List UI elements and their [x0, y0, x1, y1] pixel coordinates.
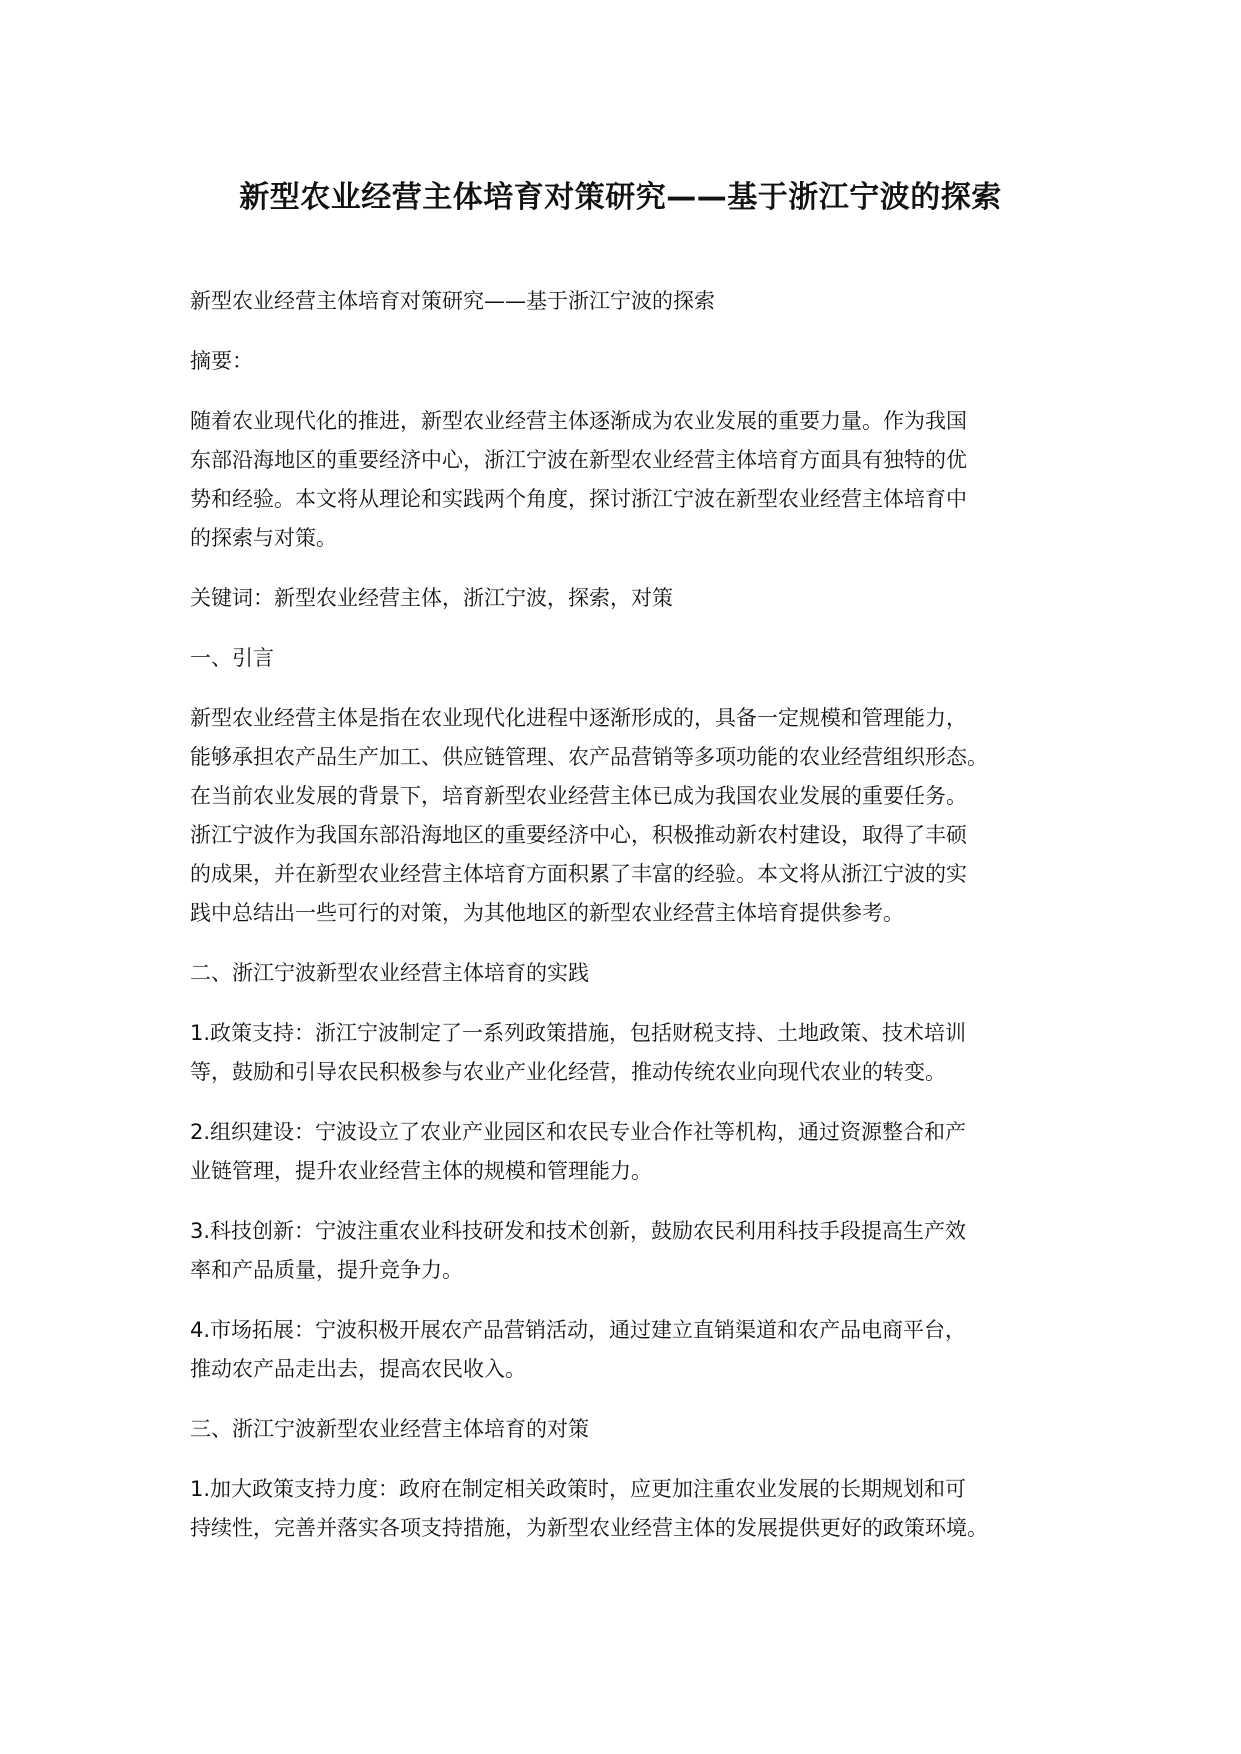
document-body [190, 282, 1070, 1569]
practice-item-organization: 2.组织建设：宁波设立了农业产业园区和农民专业合作社等机构，通过资源整合和产 业链管理，提升农业经营主体的规模和管理能力。 [190, 1120, 967, 1183]
keywords-paragraph: 关键词：新型农业经营主体，浙江宁波，探索，对策 [190, 586, 673, 610]
subtitle-paragraph: 新型农业经营主体培育对策研究——基于浙江宁波的探索 [190, 289, 715, 313]
abstract-heading: 摘要： [190, 349, 253, 373]
abstract-paragraph: 随着农业现代化的推进，新型农业经营主体逐渐成为农业发展的重要力量。作为我国 东部沿海地区的重要经济中心，浙江宁波在新型农业经营主体培育方面具有独特的优 势和经验。本文将从理论和实践两个角度，探讨浙江宁波在新型农业经营主体培育中 的探索与对策。 [190, 409, 967, 550]
practice-item-technology: 3.科技创新：宁波注重农业科技研发和技术创新，鼓励农民利用科技手段提高生产效 率和产品质量，提升竞争力。 [190, 1219, 967, 1282]
section-heading-introduction: 一、引言 [190, 646, 274, 670]
section-heading-countermeasures: 三、浙江宁波新型农业经营主体培育的对策 [190, 1417, 589, 1441]
practice-item-policy: 1.政策支持：浙江宁波制定了一系列政策措施，包括财税支持、土地政策、技术培训 等，鼓励和引导农民积极参与农业产业化经营，推动传统农业向现代农业的转变。 [190, 1021, 967, 1084]
document-title: 新型农业经营主体培育对策研究——基于浙江宁波的探索 [239, 180, 1002, 215]
introduction-paragraph: 新型农业经营主体是指在农业现代化进程中逐渐形成的，具备一定规模和管理能力， 能够承担农产品生产加工、供应链管理、农产品营销等多项功能的农业经营组织形态。 在当前农业发展的背景下，培育新型农业经营主体已成为我国农业发展的重要任务。 浙江宁波作为我国东部沿海地区的重要经济中心，积极推动新农村建设，取得了丰硕 的成果，并在新型农业经营主体培育方面积累了丰富的经验。本文将从浙江宁波的实 践中总结出一些可行的对策，为其他地区的新型农业经营主体培育提供参考。 [190, 706, 988, 925]
countermeasure-item-policy: 1.加大政策支持力度：政府在制定相关政策时，应更加注重农业发展的长期规划和可 持续性，完善并落实各项支持措施，为新型农业经营主体的发展提供更好的政策环境。 [190, 1477, 988, 1540]
practice-item-market: 4.市场拓展：宁波积极开展农产品营销活动，通过建立直销渠道和农产品电商平台， 推动农产品走出去，提高农民收入。 [190, 1318, 967, 1381]
section-heading-practice: 二、浙江宁波新型农业经营主体培育的实践 [190, 961, 589, 985]
